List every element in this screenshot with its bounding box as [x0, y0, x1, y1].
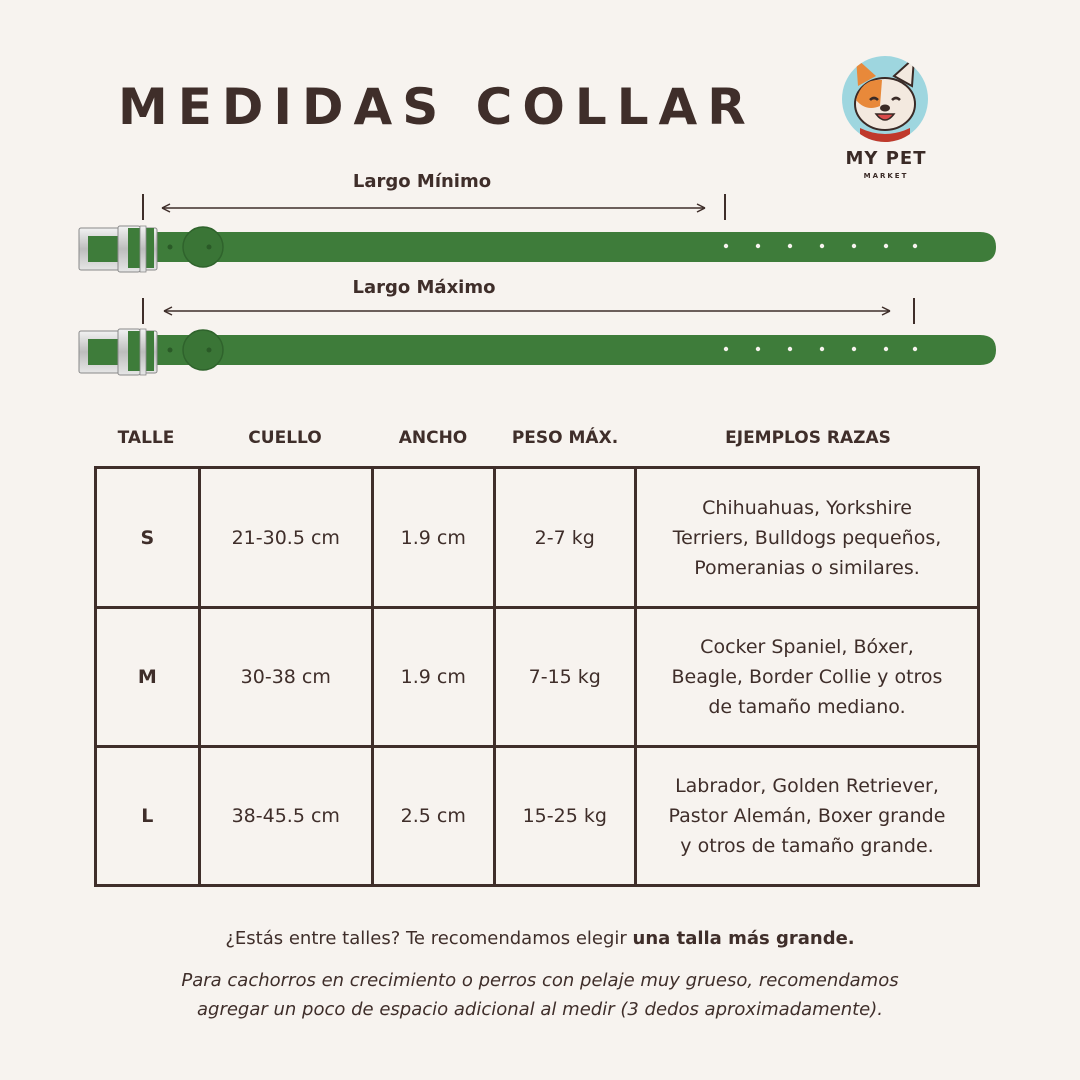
- razas-line: Labrador, Golden Retriever,: [675, 775, 939, 797]
- puppy-note: [120, 966, 960, 1024]
- brand-subtitle: MARKET: [863, 172, 909, 180]
- page-title: MEDIDAS COLLAR: [118, 78, 756, 136]
- table-row: [96, 468, 979, 608]
- collar-maximum: [79, 329, 996, 375]
- cell-ancho: 1.9 cm: [372, 468, 494, 608]
- size-recommendation: [0, 928, 1080, 949]
- size-table: [94, 466, 980, 887]
- header-peso: PESO MÁX.: [511, 428, 619, 448]
- cell-cuello: 38-45.5 cm: [199, 747, 372, 886]
- max-length-measure: [143, 298, 914, 324]
- collar-diagram: [0, 0, 1080, 400]
- razas-line: Pomeranias o similares.: [694, 556, 920, 579]
- cell-ancho: 1.9 cm: [372, 608, 494, 747]
- header-razas: EJEMPLOS RAZAS: [725, 428, 891, 448]
- table-row: [96, 747, 979, 886]
- cell-razas: [635, 468, 978, 608]
- recommendation-bold: una talla más grande.: [632, 928, 855, 949]
- cell-peso: 7-15 kg: [494, 608, 635, 747]
- header-ancho: ANCHO: [398, 428, 468, 448]
- razas-line: Cocker Spaniel, Bóxer,: [700, 636, 914, 658]
- table-headers: [0, 428, 1080, 458]
- cell-talle: S: [96, 468, 200, 608]
- cell-cuello: 21-30.5 cm: [199, 468, 372, 608]
- largo-minimo-label: Largo Mínimo: [352, 171, 492, 192]
- razas-line: Chihuahuas, Yorkshire: [702, 496, 912, 519]
- puppy-note-line: Para cachorros en crecimiento o perros con pelaje muy grueso, recomendamos: [181, 970, 899, 991]
- header-talle: TALLE: [117, 428, 175, 448]
- min-length-measure: [143, 194, 725, 220]
- cell-razas: [635, 608, 978, 747]
- razas-line: Beagle, Border Collie y otros: [671, 666, 943, 688]
- razas-line: Pastor Alemán, Boxer grande: [668, 805, 946, 827]
- largo-maximo-label: Largo Máximo: [352, 277, 496, 298]
- cell-talle: M: [96, 608, 200, 747]
- cell-peso: 15-25 kg: [494, 747, 635, 886]
- cell-peso: 2-7 kg: [494, 468, 635, 608]
- recommendation-text: ¿Estás entre talles? Te recomendamos elegir: [225, 928, 633, 949]
- cell-talle: L: [96, 747, 200, 886]
- collar-minimum: [79, 226, 996, 272]
- brand-name: MY PET: [845, 148, 927, 169]
- cell-cuello: 30-38 cm: [199, 608, 372, 747]
- table-row: [96, 608, 979, 747]
- razas-line: y otros de tamaño grande.: [680, 835, 934, 857]
- cell-razas: [635, 747, 978, 886]
- header-cuello: CUELLO: [248, 428, 322, 448]
- puppy-note-line: agregar un poco de espacio adicional al medir (3 dedos aproximadamente).: [197, 999, 883, 1020]
- razas-line: de tamaño mediano.: [708, 696, 906, 718]
- cell-ancho: 2.5 cm: [372, 747, 494, 886]
- razas-line: Terriers, Bulldogs pequeños,: [672, 526, 942, 549]
